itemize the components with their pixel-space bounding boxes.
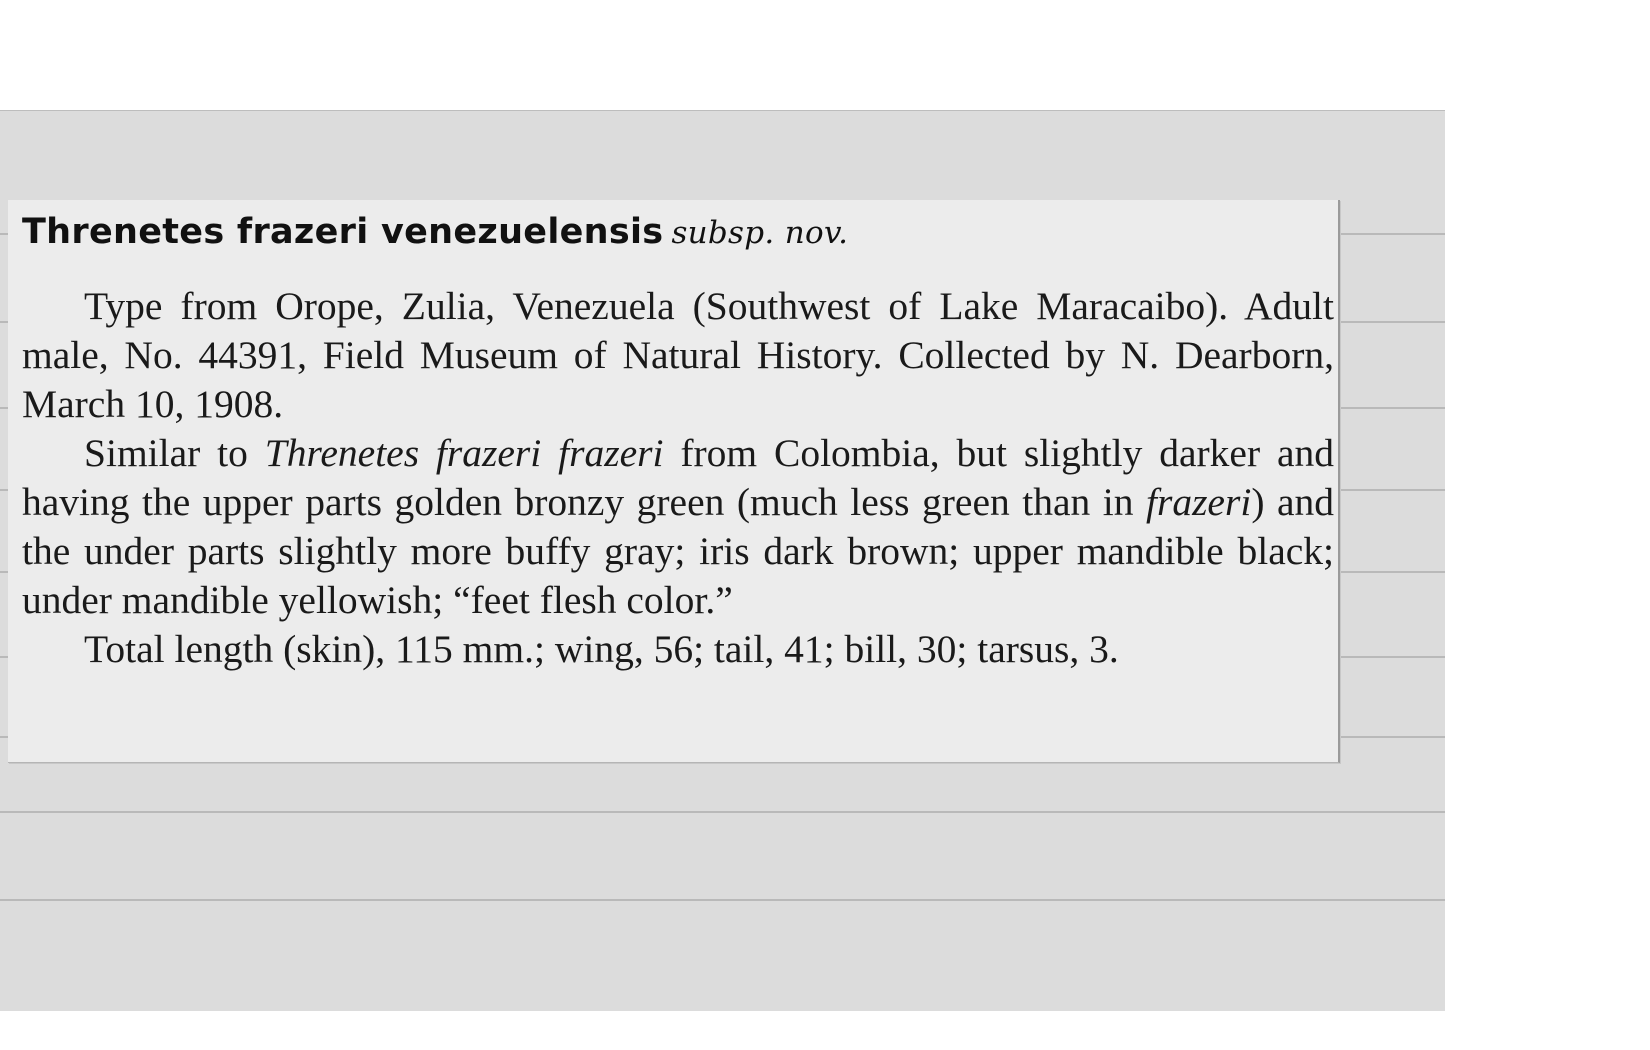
measurements-line: Total length (skin), 115 mm.; wing, 56; tail, 41; bill, 30; tarsus, 3.: [84, 627, 1119, 671]
description-clipping: [8, 200, 1340, 763]
type-locality-paragraph: Type from Orope, Zulia, Venezuela (Southwest of Lake Maracaibo). Adult male, No. 44391, Field Museum of Natural History. Collected by N. Dearborn, March 10, 1908.: [22, 284, 1334, 426]
description-body: [22, 282, 1334, 674]
comparison-text: ) and the under parts slightly more buffy gray; iris dark brown; upper mandible black; under mandible yellowish; “feet flesh color.”: [22, 480, 1335, 622]
species-name: Threnetes frazeri venezuelensis: [22, 212, 664, 252]
card-rule: [0, 899, 1445, 901]
comparison-species: Threnetes frazeri frazeri: [264, 431, 664, 475]
subspecies-note: subsp. nov.: [671, 215, 849, 251]
comparison-text: Similar to: [84, 431, 265, 475]
comparison-text: from Colombia, but slightly darker and having the upper parts golden bronzy green (much less green than in: [22, 431, 1334, 524]
comparison-paragraph: [22, 429, 1334, 625]
card-rule: [0, 811, 1445, 813]
species-heading: [22, 212, 848, 252]
comparison-species-short: frazeri: [1145, 480, 1252, 524]
